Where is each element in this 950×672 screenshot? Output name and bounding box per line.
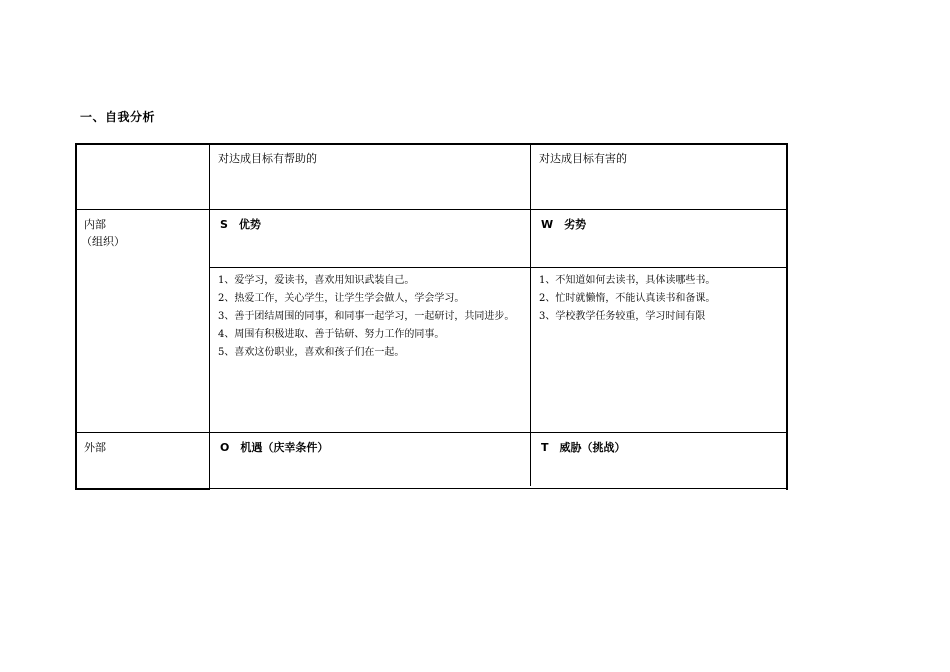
row-label-external: 外部 bbox=[84, 441, 106, 454]
table-row-divider bbox=[209, 267, 788, 268]
table-border-bottom bbox=[209, 488, 788, 489]
column-header-helpful: 对达成目标有帮助的 bbox=[218, 152, 317, 165]
strengths-list bbox=[218, 272, 542, 362]
list-item: 2、忙时就懒惰，不能认真读书和备课。 bbox=[539, 293, 716, 304]
weaknesses-list bbox=[539, 272, 715, 326]
list-item: 1、不知道如何去读书，具体读哪些书。 bbox=[539, 275, 716, 286]
table-column-divider bbox=[209, 143, 210, 490]
strengths-title: S 优势 bbox=[220, 218, 261, 231]
weaknesses-title: W 劣势 bbox=[541, 218, 587, 231]
table-row-divider bbox=[75, 209, 788, 210]
list-item: 5、喜欢这份职业，喜欢和孩子们在一起。 bbox=[218, 347, 405, 358]
table-border-bottom bbox=[75, 488, 209, 490]
list-item: 2、热爱工作，关心学生，让学生学会做人，学会学习。 bbox=[218, 293, 465, 304]
list-item: 3、善于团结周围的同事，和同事一起学习，一起研讨，共同进步。 bbox=[218, 311, 515, 322]
section-heading: 一、自我分析 bbox=[80, 110, 156, 124]
table-border-top bbox=[75, 143, 788, 145]
list-item: 3、学校教学任务较重，学习时间有限 bbox=[539, 311, 706, 322]
threats-title: T 威胁（挑战） bbox=[541, 441, 626, 454]
table-row-divider bbox=[75, 432, 788, 433]
list-item: 4、周围有积极进取、善于钻研、努力工作的同事。 bbox=[218, 329, 445, 340]
list-item: 1、爱学习，爱读书，喜欢用知识武装自己。 bbox=[218, 275, 415, 286]
table-border-right bbox=[786, 143, 788, 490]
opportunities-title: O 机遇（庆幸条件） bbox=[220, 441, 329, 454]
table-border-left bbox=[75, 143, 77, 490]
swot-table bbox=[75, 143, 788, 490]
column-header-harmful: 对达成目标有害的 bbox=[539, 152, 627, 165]
row-label-internal: 内部 bbox=[84, 218, 106, 231]
row-label-internal-sub: （组织） bbox=[81, 235, 125, 248]
